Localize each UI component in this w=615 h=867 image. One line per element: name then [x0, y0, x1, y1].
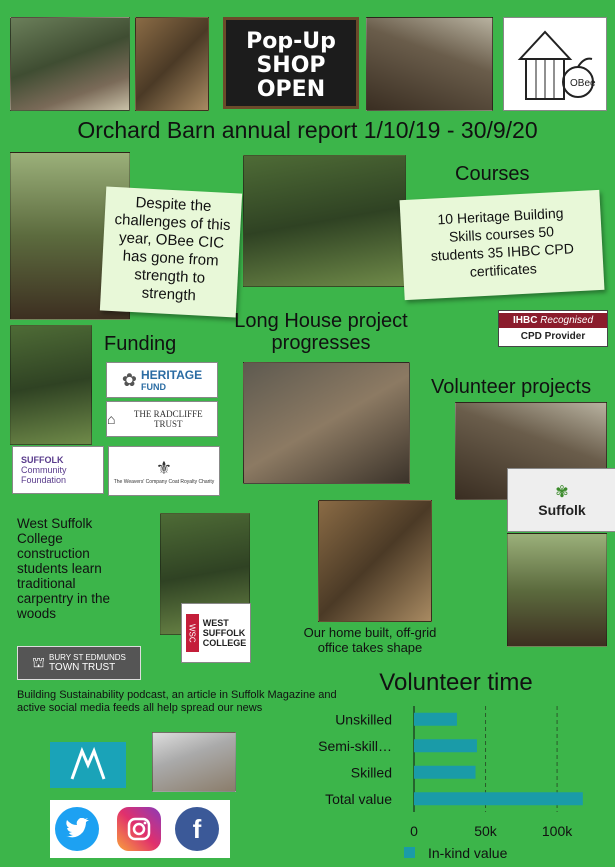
facebook-icon[interactable]: f — [175, 807, 219, 851]
ihbc-badge — [498, 310, 608, 347]
workbench-photo — [135, 17, 209, 111]
chart-category-label: Total value — [325, 790, 392, 807]
courses-body: 10 Heritage Building Skills courses 50 students 35 IHBC CPD certificates — [430, 204, 575, 280]
college-text: West Suffolk College construction students learn traditional carpentry in the woods — [17, 516, 111, 621]
ihbc-badge-bottom: CPD Provider — [520, 330, 586, 342]
weavers-company-logo: ⚜ The Weavers' Company Coat Royalty Charity — [108, 446, 220, 496]
heritage-fund-logo: ✿ HERITAGE FUND — [106, 362, 218, 398]
chart-x-tick-label: 50k — [474, 823, 497, 839]
social-media-panel — [50, 800, 230, 858]
timber-framing-photo — [243, 155, 406, 287]
heritage-fund-icon: ✿ — [121, 369, 137, 390]
long-house-heading: Long House project progresses — [234, 310, 408, 354]
pop-up-shop-text: Pop-Up SHOP OPEN — [246, 29, 336, 102]
office-caption: Our home built, off-grid office takes shape — [303, 625, 437, 655]
chart-bar — [414, 713, 457, 726]
office-build-photo — [318, 500, 432, 622]
town-trust-icon: ⛫ — [32, 653, 45, 670]
podcast-icon — [68, 747, 108, 783]
chart-bar — [414, 739, 477, 752]
west-suffolk-college-logo: WSC WEST SUFFOLK COLLEGE — [181, 603, 251, 663]
chart-category-label: Skilled — [350, 764, 392, 781]
chart-legend-label: In-kind value — [428, 845, 508, 861]
chart-bar — [414, 766, 476, 779]
suffolk-council-logo: ✾ Suffolk — [507, 468, 615, 532]
chart-bar — [414, 792, 583, 805]
chart-category-label: Semi-skill… — [318, 737, 392, 754]
chart-x-tick-label: 100k — [541, 823, 573, 839]
pop-up-shop-sign — [223, 17, 359, 109]
news-text: Building Sustainability podcast, an article in Suffolk Magazine and active social media feeds all help spread our news — [17, 689, 337, 714]
barn-apple-icon — [510, 24, 600, 104]
obee-logo — [503, 17, 607, 111]
radcliffe-crest-icon: ⌂ — [107, 411, 116, 427]
suffolk-tree-icon: ✾ — [555, 484, 569, 501]
chart-category-label: Unskilled — [335, 711, 392, 728]
courses-note — [400, 190, 605, 300]
volunteers-portrait-photo — [507, 533, 607, 647]
apple-tree-photo — [10, 325, 92, 445]
volunteer-projects-heading: Volunteer projects — [431, 376, 592, 398]
volunteer-time-chart — [290, 660, 615, 867]
long-house-photo — [243, 362, 410, 484]
chart-x-tick-label: 0 — [410, 823, 418, 839]
instagram-icon[interactable] — [117, 807, 161, 851]
team-photo — [10, 17, 130, 111]
suffolk-community-foundation-logo: SUFFOLK Community Foundation — [12, 446, 104, 494]
twitter-icon[interactable] — [55, 807, 99, 851]
funding-heading: Funding — [104, 333, 177, 355]
radcliffe-trust-logo: ⌂ THE RADCLIFFE TRUST — [106, 401, 218, 437]
weavers-crest-icon: ⚜ — [155, 457, 173, 478]
building-sustainability-logo — [50, 742, 126, 788]
magazine-article-photo — [152, 732, 236, 792]
intro-note — [100, 187, 242, 318]
report-title: Orchard Barn annual report 1/10/19 - 30/9/20 — [77, 117, 538, 143]
chart-title: Volunteer time — [379, 669, 533, 696]
shop-display-photo — [366, 17, 493, 111]
chart-legend-swatch — [404, 847, 415, 858]
courses-heading: Courses — [455, 163, 530, 185]
svg-text:OBee: OBee — [570, 78, 596, 89]
ihbc-badge-top: IHBC Recognised — [499, 313, 607, 328]
town-trust-logo: ⛫ BURY ST EDMUNDS TOWN TRUST — [17, 646, 141, 680]
intro-note-text: Despite the challenges of this year, OBee CIC has gone from strength to strength — [114, 194, 231, 305]
